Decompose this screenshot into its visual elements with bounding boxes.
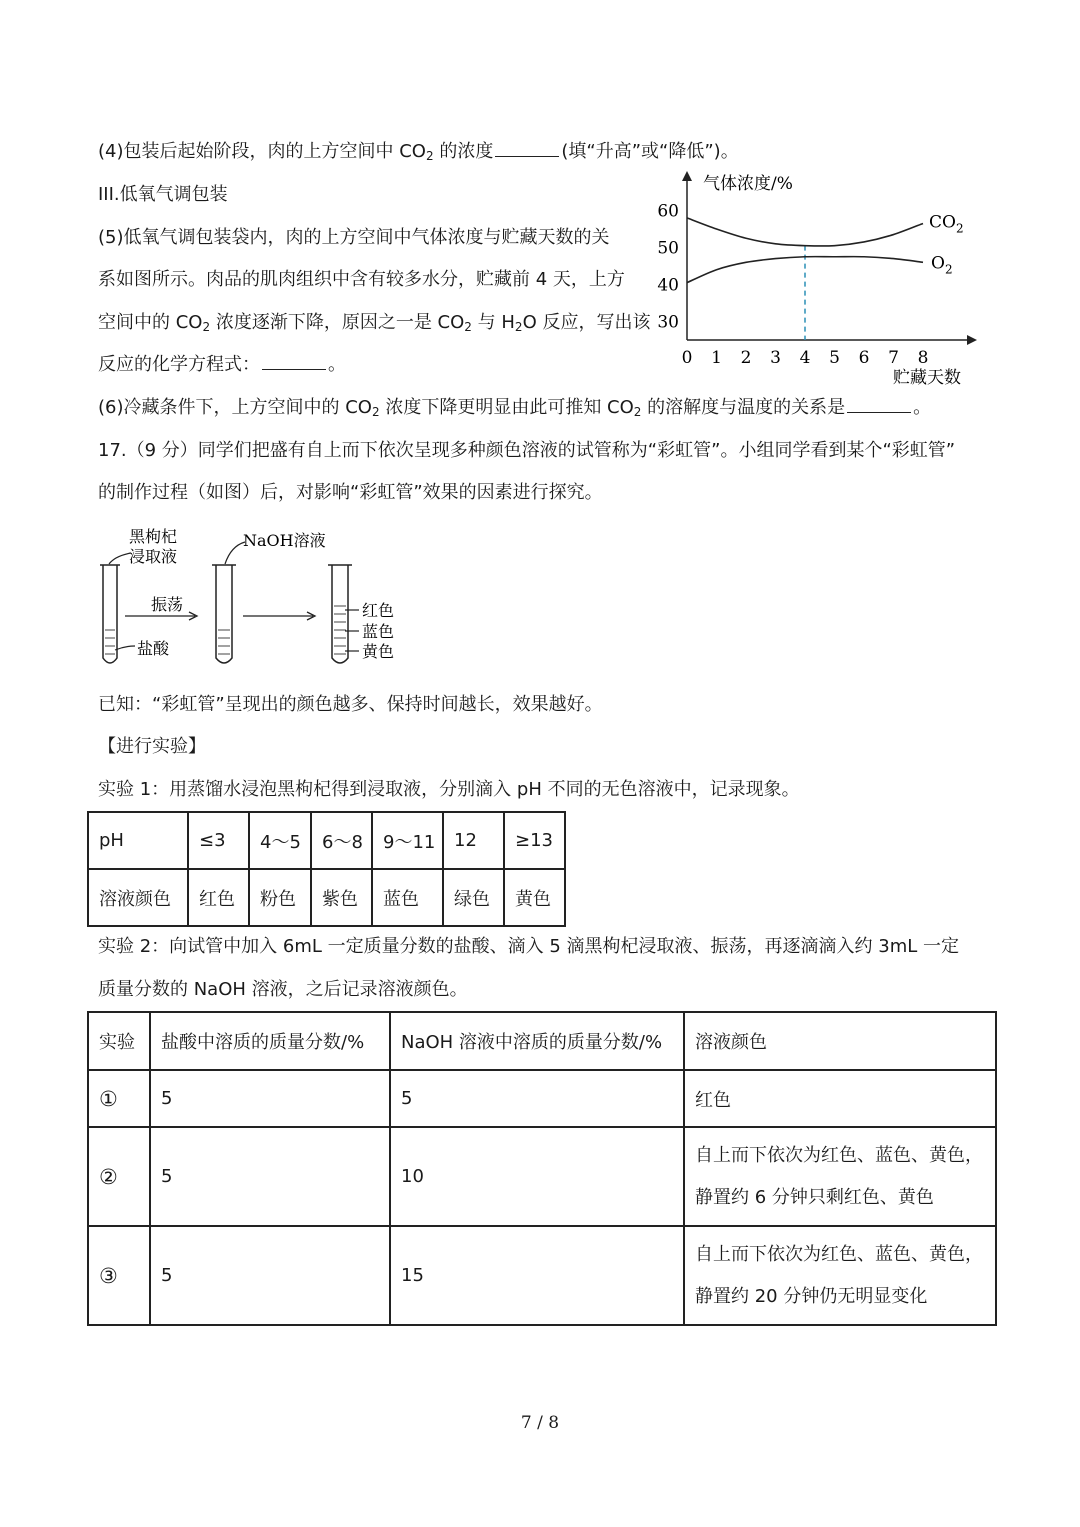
question-6 [98,396,931,420]
test-tube-2 [212,565,236,663]
x-tick-label: 0 [681,348,693,368]
pointer-naoh [225,542,245,564]
series-line-o2 [687,257,923,283]
experiment-2-line-1: 实验 2：向试管中加入 6mL 一定质量分数的盐酸、滴入 5 滴黑枸杞浸取液、振荡，再逐滴滴入约 3mL 一定 [98,936,959,957]
q4-text-a: (4)包装后起始阶段，肉的上方空间中 CO [98,141,426,162]
q5-l3-b: 浓度逐渐下降，原因之一是 CO [210,312,465,333]
table-cell: 溶液颜色 [88,869,188,926]
table-cell: 红色 [684,1070,996,1127]
table-header-cell: 4～5 [249,812,311,869]
q17-line-2: 的制作过程（如图）后，对影响“彩虹管”效果的因素进行探究。 [98,482,603,503]
table-cell: 10 [390,1127,684,1226]
x-tick-label: 8 [917,348,929,368]
label-shake: 振荡 [151,595,184,614]
x-tick-label: 7 [888,348,899,368]
table-cell: 粉色 [249,869,311,926]
series-label-co2: $CO_2$ [929,212,964,236]
table-header-cell: 实验 [88,1012,150,1070]
rainbow-tube-diagram [95,520,415,680]
experiment-1-text: 实验 1：用蒸馏水浸泡黑枸杞得到浸取液，分别滴入 pH 不同的无色溶液中，记录现象。 [98,779,800,800]
pointer-extract [109,553,131,564]
series-label-o2: $O_2$ [931,253,953,277]
table-cell: 绿色 [443,869,504,926]
q5-l3-d: O 反应，写出该 [522,312,651,333]
series-line-co2 [687,218,923,246]
table-header-cell: pH [88,812,188,869]
answer-blank-4[interactable] [495,140,559,157]
test-tube-1 [100,565,120,663]
table-header-cell: 9～11 [372,812,443,869]
q5-l4-a: 反应的化学方程式： [98,354,260,375]
table-header-cell: 12 [443,812,504,869]
experiment-2-table [87,1011,997,1326]
table-cell-id: ② [88,1127,150,1226]
x-tick-label: 4 [799,348,811,368]
q6-sub-1: 2 [371,405,380,419]
table-row [88,1127,996,1226]
table-header-cell: ≤3 [188,812,249,869]
table-cell-id: ① [88,1070,150,1127]
table-cell: 黄色 [504,869,565,926]
table-cell: 5 [150,1070,390,1127]
answer-blank-6[interactable] [847,396,911,413]
label-extract-1: 黑枸杞 [129,527,178,546]
q5-sub-1: 2 [202,320,211,334]
question-4 [98,140,739,164]
table-cell: 5 [150,1226,390,1325]
x-tick-label: 3 [770,348,781,368]
table-row [88,1226,996,1325]
q5-l4-b: 。 [328,354,346,375]
table-header-cell: 溶液颜色 [684,1012,996,1070]
page-number: 7 / 8 [520,1413,560,1433]
q5-line-3 [98,311,650,335]
q6-text-a: (6)冷藏条件下，上方空间中的 CO [98,397,372,418]
y-tick-label: 60 [657,201,679,222]
q6-text-b: 浓度下降更明显由此可推知 CO [379,397,634,418]
q5-l3-a: 空间中的 CO [98,312,203,333]
q5-line-2: 系如图所示。肉品的肌肉组织中含有较多水分，贮藏前 4 天，上方 [98,269,625,290]
q5-l3-c: 与 H [471,312,515,333]
known-statement: 已知：“彩虹管”呈现出的颜色越多、保持时间越长，效果越好。 [98,694,603,715]
table-header-cell: 6～8 [311,812,372,869]
table-cell-id: ③ [88,1226,150,1325]
table-cell: 蓝色 [372,869,443,926]
q5-line-1: (5)低氧气调包装袋内，肉的上方空间中气体浓度与贮藏天数的关 [98,227,610,248]
q4-text-c: (填“升高”或“降低”)。 [561,141,739,162]
table-cell: 15 [390,1226,684,1325]
y-tick-label: 40 [657,275,679,296]
y-axis-label: 气体浓度/% [703,174,793,194]
q4-sub: 2 [425,149,434,163]
table-row [88,869,565,926]
color-desc-line: 自上而下依次为红色、蓝色、黄色， [695,1243,983,1265]
y-tick-label: 50 [657,238,679,259]
q5-sub-3: 2 [514,320,523,334]
label-extract-2: 浸取液 [129,547,178,566]
experiment-heading: 【进行实验】 [98,736,206,757]
q17-line-1: 17.（9 分）同学们把盛有自上而下依次呈现多种颜色溶液的试管称为“彩虹管”。小组同学看到某个“彩虹管” [98,440,956,461]
experiment-2-line-2: 质量分数的 NaOH 溶液，之后记录溶液颜色。 [98,979,468,1000]
table-cell: 5 [150,1127,390,1226]
q6-text-d: 。 [913,397,932,418]
label-yellow: 黄色 [362,642,395,661]
y-tick-label: 30 [657,312,679,333]
label-blue: 蓝色 [362,622,395,641]
q5-sub-2: 2 [464,320,472,334]
table-header-cell: 盐酸中溶质的质量分数/% [150,1012,390,1070]
gas-concentration-chart [655,165,985,395]
table-cell: 5 [390,1070,684,1127]
q4-text-b: 的浓度 [433,141,494,162]
label-red: 红色 [362,601,395,620]
x-tick-label: 1 [711,348,722,368]
color-desc-line: 静置约 6 分钟只剩红色、黄色 [695,1186,934,1208]
color-desc-line: 自上而下依次为红色、蓝色、黄色， [695,1144,983,1166]
table-cell: 红色 [188,869,249,926]
table-header-cell: ≥13 [504,812,565,869]
table-row [88,1012,996,1070]
section-3-heading: III.低氧气调包装 [98,184,228,205]
table-cell [684,1226,996,1325]
q5-line-4 [98,353,346,377]
answer-blank-5[interactable] [262,353,326,370]
x-tick-label: 5 [829,348,840,368]
table-row [88,812,565,869]
label-hcl: 盐酸 [137,639,170,658]
ph-color-table [87,811,566,927]
table-cell: 紫色 [311,869,372,926]
q6-sub-2: 2 [633,405,642,419]
pointer-hcl [115,646,135,650]
color-desc-line: 静置约 20 分钟仍无明显变化 [695,1285,928,1307]
q6-text-c: 的溶解度与温度的关系是 [641,397,846,418]
x-tick-label: 2 [740,348,752,368]
x-axis-label: 贮藏天数 [893,368,961,388]
x-tick-label: 6 [858,348,870,368]
table-row [88,1070,996,1127]
label-naoh: NaOH溶液 [243,531,326,550]
table-header-cell: NaOH 溶液中溶质的质量分数/% [390,1012,684,1070]
table-cell [684,1127,996,1226]
test-tube-3 [328,565,352,663]
